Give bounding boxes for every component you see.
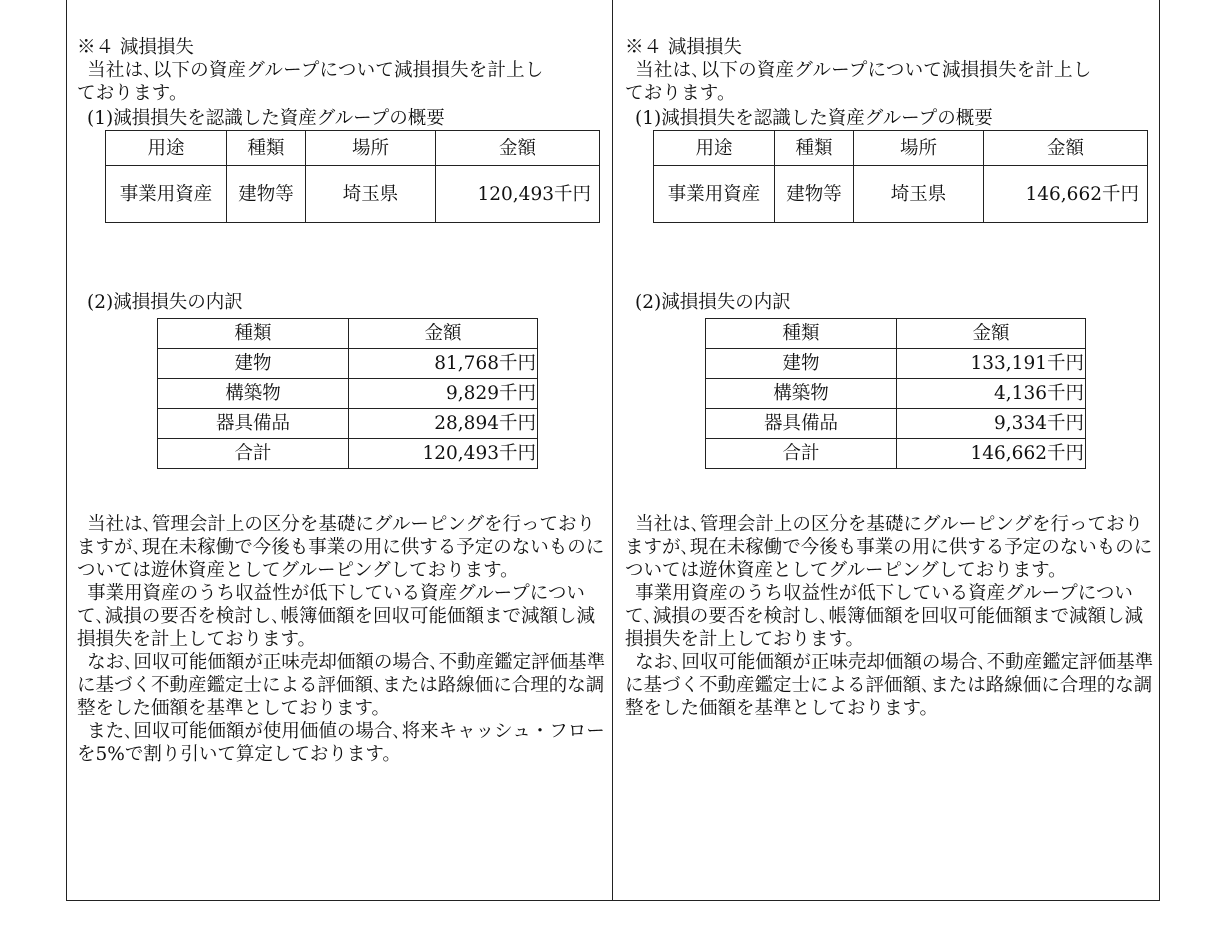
cell-usage: 事業用資産 — [106, 166, 227, 223]
cell-type: 建物 — [158, 349, 349, 379]
cell-amount: 9,334千円 — [897, 409, 1086, 439]
cell-type: 構築物 — [158, 379, 349, 409]
cell-type: 合計 — [158, 439, 349, 469]
intro-text-cont: ております。 — [77, 83, 188, 104]
table-header-row — [106, 131, 600, 166]
cell-location: 埼玉県 — [854, 166, 984, 223]
section-heading: ※４ 減損損失 — [77, 37, 194, 58]
header-cell-type: 種類 — [706, 319, 897, 349]
intro-text — [77, 59, 611, 82]
body-paragraph: なお､回収可能価額が正味売却価額の場合､不動産鑑定評価基準に基づく不動産鑑定士による評価額､または路線価に合理的な調整をした価額を基準としております。 — [77, 652, 606, 719]
header-cell-amount: 金額 — [349, 319, 538, 349]
overview-table — [653, 130, 1148, 223]
breakdown-subheading: (2)減損損失の内訳 — [635, 292, 791, 313]
table-row — [654, 166, 1148, 223]
body-paragraph: 当社は､管理会計上の区分を基礎にグルーピングを行っておりますが､現在未稼働で今後も事業の用に供する予定のないものについては遊休資産としてグルーピングしております。 — [625, 514, 1153, 581]
table-total-row — [706, 439, 1086, 469]
cell-type: 建物 — [706, 349, 897, 379]
body-paragraph: 事業用資産のうち収益性が低下している資産グループについて､減損の要否を検討し､帳簿価額を回収可能価額まで減額し減損損失を計上しております。 — [625, 583, 1144, 650]
right-column — [625, 36, 1159, 720]
table-total-row — [158, 439, 538, 469]
table-row — [158, 409, 538, 439]
header-cell-type: 種類 — [227, 131, 306, 166]
cell-amount: 4,136千円 — [897, 379, 1086, 409]
body-paragraph: 事業用資産のうち収益性が低下している資産グループについて､減損の要否を検討し､帳簿価額を回収可能価額まで減額し減損損失を計上しております。 — [77, 583, 596, 650]
table-row — [158, 349, 538, 379]
cell-amount: 120,493千円 — [349, 439, 538, 469]
table-header-row — [654, 131, 1148, 166]
overview-table — [105, 130, 600, 223]
breakdown-subheading: (2)減損損失の内訳 — [87, 292, 243, 313]
table-row — [706, 379, 1086, 409]
breakdown-table — [705, 318, 1086, 469]
overview-subheading: (1)減損損失を認識した資産グループの概要 — [635, 108, 993, 129]
header-cell-type: 種類 — [775, 131, 854, 166]
cell-amount: 28,894千円 — [349, 409, 538, 439]
table-row — [706, 409, 1086, 439]
intro-line-1: 当社は､以下の資産グループについて減損損失を計上し — [635, 60, 1092, 81]
header-cell-amount: 金額 — [897, 319, 1086, 349]
overview-subheading: (1)減損損失を認識した資産グループの概要 — [87, 108, 445, 129]
header-cell-location: 場所 — [854, 131, 984, 166]
cell-type: 構築物 — [706, 379, 897, 409]
column-divider — [612, 0, 613, 901]
table-row — [706, 349, 1086, 379]
header-cell-amount: 金額 — [436, 131, 600, 166]
section-heading: ※４ 減損損失 — [625, 37, 742, 58]
body-paragraph: 当社は､管理会計上の区分を基礎にグルーピングを行っておりますが､現在未稼働で今後も事業の用に供する予定のないものについては遊休資産としてグルーピングしております。 — [77, 514, 605, 581]
cell-amount: 120,493千円 — [436, 166, 600, 223]
header-cell-usage: 用途 — [654, 131, 775, 166]
left-column — [77, 36, 611, 766]
cell-amount: 81,768千円 — [349, 349, 538, 379]
cell-type: 器具備品 — [706, 409, 897, 439]
body-paragraph: なお､回収可能価額が正味売却価額の場合､不動産鑑定評価基準に基づく不動産鑑定士による評価額､または路線価に合理的な調整をした価額を基準としております。 — [625, 652, 1154, 719]
header-cell-usage: 用途 — [106, 131, 227, 166]
header-cell-type: 種類 — [158, 319, 349, 349]
intro-text-cont: ております。 — [625, 83, 736, 104]
cell-location: 埼玉県 — [306, 166, 436, 223]
cell-type: 合計 — [706, 439, 897, 469]
header-cell-amount: 金額 — [984, 131, 1148, 166]
cell-type: 建物等 — [775, 166, 854, 223]
cell-amount: 9,829千円 — [349, 379, 538, 409]
cell-amount: 133,191千円 — [897, 349, 1086, 379]
cell-type: 建物等 — [227, 166, 306, 223]
cell-amount: 146,662千円 — [897, 439, 1086, 469]
cell-usage: 事業用資産 — [654, 166, 775, 223]
table-row — [106, 166, 600, 223]
header-cell-location: 場所 — [306, 131, 436, 166]
cell-amount: 146,662千円 — [984, 166, 1148, 223]
table-row — [158, 379, 538, 409]
body-paragraph: また､回収可能価額が使用価値の場合､将来キャッシュ・フローを5%で割り引いて算定しております。 — [77, 721, 605, 765]
intro-text — [625, 59, 1159, 82]
breakdown-table — [157, 318, 538, 469]
table-header-row — [158, 319, 538, 349]
intro-line-1: 当社は､以下の資産グループについて減損損失を計上し — [87, 60, 544, 81]
cell-type: 器具備品 — [158, 409, 349, 439]
table-header-row — [706, 319, 1086, 349]
